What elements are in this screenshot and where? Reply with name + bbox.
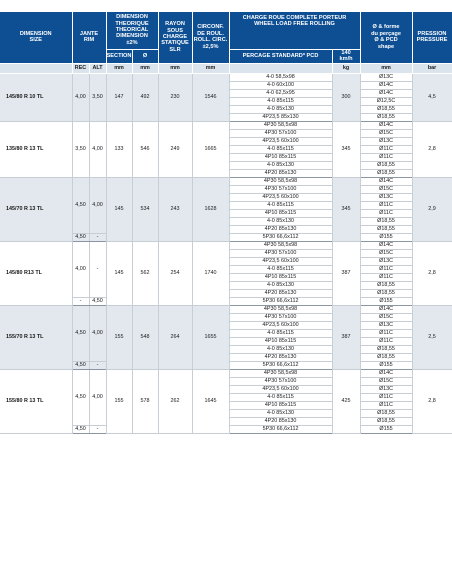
shape-cell: Ø15C: [360, 249, 412, 257]
dimension-cell: 135/80 R 13 TL: [0, 121, 72, 177]
diameter-cell: 492: [132, 73, 158, 121]
pcd-cell: 4-0 85x115: [229, 329, 332, 337]
pcd-cell: 4P20 85x130: [229, 289, 332, 297]
load-cell: 345: [332, 121, 360, 177]
unit-alt: ALT: [89, 63, 106, 73]
pcd-cell: 5P30 66,6x112: [229, 297, 332, 305]
pressure-cell: 2,5: [412, 305, 452, 369]
shape-cell: Ø13C: [360, 137, 412, 145]
shape-cell: Ø13C: [360, 73, 412, 81]
unit-load: kg: [332, 63, 360, 73]
shape-cell: Ø14C: [360, 241, 412, 249]
pcd-cell: 4P10 85x115: [229, 209, 332, 217]
shape-cell: Ø15C: [360, 377, 412, 385]
table-row: [0, 305, 452, 313]
pcd-cell: 4-0 85x130: [229, 345, 332, 353]
diameter-cell: 562: [132, 241, 158, 305]
shape-cell: Ø11C: [360, 393, 412, 401]
section-cell: 155: [106, 369, 132, 433]
section-cell: 155: [106, 305, 132, 369]
shape-cell: Ø18,55: [360, 353, 412, 361]
shape-cell: Ø14C: [360, 81, 412, 89]
rim-rec-cell: 4,50: [72, 177, 89, 233]
shape-cell: Ø18,55: [360, 169, 412, 177]
rim-rec-cell: 4,50: [72, 369, 89, 425]
header-dimension: DIMENSION SIZE: [0, 12, 72, 63]
rim-rec-cell: 4,50: [72, 425, 89, 433]
unit-pcd: [229, 63, 332, 73]
shape-cell: Ø11C: [360, 401, 412, 409]
shape-cell: Ø11C: [360, 273, 412, 281]
section-cell: 147: [106, 73, 132, 121]
unit-dimension: [0, 63, 72, 73]
shape-cell: Ø18,55: [360, 161, 412, 169]
diameter-cell: 534: [132, 177, 158, 241]
shape-cell: Ø11C: [360, 337, 412, 345]
unit-pressure: bar: [412, 63, 452, 73]
pcd-cell: 4-0 85x130: [229, 105, 332, 113]
pcd-cell: 4P23,5 60x100: [229, 257, 332, 265]
table-row: [0, 241, 452, 249]
shape-cell: Ø13C: [360, 193, 412, 201]
diameter-cell: 546: [132, 121, 158, 177]
rim-alt-cell: 4,50: [89, 297, 106, 305]
rim-rec-cell: 4,00: [72, 241, 89, 297]
pcd-cell: 4P10 85x115: [229, 401, 332, 409]
rim-alt-cell: -: [89, 361, 106, 369]
pcd-cell: 4-0 85x115: [229, 265, 332, 273]
load-cell: 300: [332, 73, 360, 121]
shape-cell: Ø11C: [360, 201, 412, 209]
table-row: [0, 177, 452, 185]
pcd-cell: 4-0 85x130: [229, 281, 332, 289]
pressure-cell: 2,8: [412, 121, 452, 177]
shape-cell: Ø15C: [360, 185, 412, 193]
header-rayon: RAYON SOUS CHARGE STATIQUE SLR: [158, 12, 192, 63]
pcd-cell: 4-0 85x115: [229, 145, 332, 153]
shape-cell: Ø155: [360, 425, 412, 433]
shape-cell: Ø18,55: [360, 417, 412, 425]
pcd-cell: 4P30 58,5x98: [229, 241, 332, 249]
unit-section: mm: [106, 63, 132, 73]
pcd-cell: 4-0 60x100: [229, 81, 332, 89]
shape-cell: Ø15C: [360, 313, 412, 321]
table-body: [0, 73, 452, 433]
diameter-cell: 578: [132, 369, 158, 433]
rim-alt-cell: -: [89, 425, 106, 433]
shape-cell: Ø11C: [360, 329, 412, 337]
pcd-cell: 4P30 57x100: [229, 185, 332, 193]
pcd-cell: 4P30 57x100: [229, 377, 332, 385]
circumference-cell: 1740: [192, 241, 229, 305]
shape-cell: Ø13C: [360, 385, 412, 393]
rim-alt-cell: 4,00: [89, 121, 106, 177]
pcd-cell: 4P23,5 60x100: [229, 137, 332, 145]
section-cell: 133: [106, 121, 132, 177]
pcd-cell: 4P30 58,5x98: [229, 369, 332, 377]
pcd-cell: 4P30 58,5x98: [229, 305, 332, 313]
header-dim-theorique: DIMENSION THEORIQUE THEORICAL DIMENSION ±2%: [106, 12, 158, 49]
shape-cell: Ø12,5C: [360, 97, 412, 105]
circumference-cell: 1628: [192, 177, 229, 241]
pcd-cell: 4-0 85x130: [229, 217, 332, 225]
rim-rec-cell: 3,50: [72, 121, 89, 177]
pressure-cell: 2,8: [412, 241, 452, 305]
load-cell: 387: [332, 241, 360, 305]
shape-cell: Ø18,55: [360, 113, 412, 121]
rim-alt-cell: 4,00: [89, 305, 106, 361]
pcd-cell: 4P30 58,5x98: [229, 177, 332, 185]
unit-slr: mm: [158, 63, 192, 73]
shape-cell: Ø15C: [360, 129, 412, 137]
shape-cell: Ø11C: [360, 145, 412, 153]
pcd-cell: 4P23,5 60x100: [229, 385, 332, 393]
slr-cell: 230: [158, 73, 192, 121]
shape-cell: Ø18,55: [360, 105, 412, 113]
shape-cell: Ø14C: [360, 369, 412, 377]
rim-alt-cell: 3,50: [89, 73, 106, 121]
rim-rec-cell: -: [72, 297, 89, 305]
pcd-cell: 4-0 58,5x98: [229, 73, 332, 81]
header-charge: CHARGE ROUE COMPLETE PORTEUR WHEEL LOAD FREE ROLLING: [229, 12, 360, 49]
pressure-cell: 2,9: [412, 177, 452, 241]
rim-rec-cell: 4,50: [72, 361, 89, 369]
diameter-cell: 548: [132, 305, 158, 369]
pcd-cell: 4P30 57x100: [229, 313, 332, 321]
pcd-cell: 4P23,5 85x130: [229, 113, 332, 121]
rim-rec-cell: 4,00: [72, 73, 89, 121]
shape-cell: Ø11C: [360, 209, 412, 217]
header-pression: PRESSION PRESSURE: [412, 12, 452, 63]
shape-cell: Ø11C: [360, 153, 412, 161]
pcd-cell: 4P10 85x115: [229, 153, 332, 161]
rim-rec-cell: 4,50: [72, 233, 89, 241]
pcd-cell: 4-0 62,5x95: [229, 89, 332, 97]
pressure-cell: 2,8: [412, 369, 452, 433]
unit-diameter: mm: [132, 63, 158, 73]
rim-alt-cell: -: [89, 241, 106, 297]
circumference-cell: 1655: [192, 305, 229, 369]
shape-cell: Ø14C: [360, 89, 412, 97]
slr-cell: 243: [158, 177, 192, 241]
slr-cell: 254: [158, 241, 192, 305]
section-cell: 145: [106, 241, 132, 305]
pcd-cell: 4P23,5 60x100: [229, 193, 332, 201]
shape-cell: Ø18,55: [360, 409, 412, 417]
rim-alt-cell: 4,00: [89, 177, 106, 233]
shape-cell: Ø18,55: [360, 345, 412, 353]
header-jante: JANTE RIM: [72, 12, 106, 63]
pressure-cell: 4,5: [412, 73, 452, 121]
table-row: [0, 121, 452, 129]
section-cell: 145: [106, 177, 132, 241]
shape-cell: Ø18,55: [360, 281, 412, 289]
pcd-cell: 4-0 85x130: [229, 409, 332, 417]
shape-cell: Ø18,55: [360, 289, 412, 297]
dimension-cell: 155/70 R 13 TL: [0, 305, 72, 369]
shape-cell: Ø11C: [360, 265, 412, 273]
header-pcd-standard: PERCAGE STANDARD* PCD: [229, 49, 332, 63]
pcd-cell: 4P10 85x115: [229, 273, 332, 281]
unit-rec: REC: [72, 63, 89, 73]
dimension-cell: 155/80 R 13 TL: [0, 369, 72, 433]
pcd-cell: 4P23,5 60x100: [229, 321, 332, 329]
header-diameter: Ø: [132, 49, 158, 63]
shape-cell: Ø155: [360, 233, 412, 241]
table-row: [0, 73, 452, 81]
header-forme: Ø & forme du perçage Ø & PCD shape: [360, 12, 412, 63]
pcd-cell: 4-0 85x130: [229, 161, 332, 169]
header-section: SECTION: [106, 49, 132, 63]
units-row: [0, 63, 452, 73]
pcd-cell: 4-0 85x115: [229, 393, 332, 401]
unit-shape: mm: [360, 63, 412, 73]
slr-cell: 262: [158, 369, 192, 433]
dimension-cell: 145/80 R13 TL: [0, 241, 72, 305]
pcd-cell: 4-0 85x115: [229, 97, 332, 105]
load-cell: 425: [332, 369, 360, 433]
shape-cell: Ø13C: [360, 321, 412, 329]
shape-cell: Ø13C: [360, 257, 412, 265]
pcd-cell: 4P30 57x100: [229, 249, 332, 257]
pcd-cell: 4P20 85x130: [229, 169, 332, 177]
rim-rec-cell: 4,50: [72, 305, 89, 361]
table-header: [0, 12, 452, 73]
pcd-cell: 4P20 85x130: [229, 225, 332, 233]
shape-cell: Ø14C: [360, 305, 412, 313]
header-speed: 140 km/h: [332, 49, 360, 63]
circumference-cell: 1665: [192, 121, 229, 177]
circumference-cell: 1546: [192, 73, 229, 121]
shape-cell: Ø155: [360, 297, 412, 305]
shape-cell: Ø14C: [360, 121, 412, 129]
header-circonf: CIRCONF. DE ROUL. ROLL. CIRC. ±2,5%: [192, 12, 229, 63]
load-cell: 345: [332, 177, 360, 241]
pcd-cell: 4P20 85x130: [229, 353, 332, 361]
pcd-cell: 5P30 66,6x112: [229, 233, 332, 241]
table-row: [0, 369, 452, 377]
pcd-cell: 5P30 66,6x112: [229, 361, 332, 369]
pcd-cell: 4P30 58,5x98: [229, 121, 332, 129]
load-cell: 387: [332, 305, 360, 369]
pcd-cell: 4P20 85x130: [229, 417, 332, 425]
dimension-cell: 145/80 R 10 TL: [0, 73, 72, 121]
shape-cell: Ø14C: [360, 177, 412, 185]
shape-cell: Ø18,55: [360, 217, 412, 225]
slr-cell: 264: [158, 305, 192, 369]
rim-alt-cell: 4,00: [89, 369, 106, 425]
dimension-cell: 145/70 R 13 TL: [0, 177, 72, 241]
pcd-cell: 4P30 57x100: [229, 129, 332, 137]
slr-cell: 249: [158, 121, 192, 177]
tyre-spec-table: [0, 12, 452, 434]
shape-cell: Ø155: [360, 361, 412, 369]
pcd-cell: 4-0 85x115: [229, 201, 332, 209]
pcd-cell: 4P10 85x115: [229, 337, 332, 345]
circumference-cell: 1645: [192, 369, 229, 433]
rim-alt-cell: -: [89, 233, 106, 241]
pcd-cell: 5P30 66,6x112: [229, 425, 332, 433]
unit-circ: mm: [192, 63, 229, 73]
shape-cell: Ø18,55: [360, 225, 412, 233]
